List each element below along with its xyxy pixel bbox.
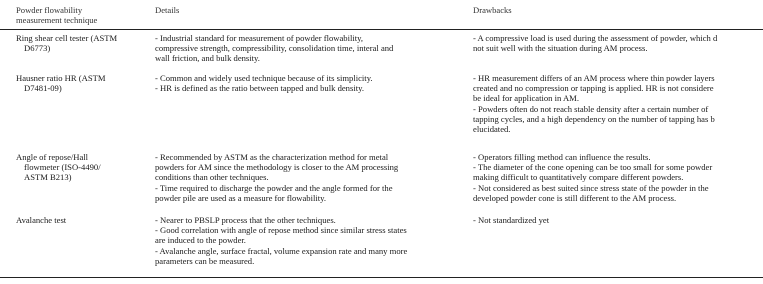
header-rule — [0, 29, 763, 30]
row-technique: Ring shear cell tester (ASTM D6773) — [16, 33, 118, 54]
row-drawbacks: - HR measurement differs of an AM process where thin powder layers created and no compression or tapping is applied. HR is not considere be ideal for application in AM. - Powders often do not reach stable density after a certain number of tapping cycles, and a high dependency on the number of tapping has b elucidated. — [473, 73, 715, 135]
row-technique: Hausner ratio HR (ASTM D7481-09) — [16, 73, 106, 94]
header-technique-line1: Powder flowability — [16, 5, 83, 15]
row-details: - Industrial standard for measurement of powder flowability, compressive strength, compressibility, consolidation time, interal and wall friction, and bulk density. — [155, 33, 394, 64]
header-details: Details — [155, 5, 180, 15]
row-drawbacks: - Not standardized yet — [473, 215, 550, 225]
row-drawbacks: - A compressive load is used during the assessment of powder, which d not suit well with the situation during AM process. — [473, 33, 718, 54]
row-details: - Common and widely used technique because of its simplicity. - HR is defined as the ratio between tapped and bulk density. — [155, 73, 373, 94]
row-technique: Avalanche test — [16, 215, 67, 225]
row-drawbacks: - Operators filling method can influence the results. - The diameter of the cone opening can be too small for some powder making difficult to quantitatively compare different powders. - Not considered as best suited since stress state of the powder in the developed powder cone is still different to the AM process. — [473, 152, 713, 203]
row-details: - Nearer to PBSLP process that the other techniques. - Good correlation with angle of repose method since similar stress states are induced to the powder. - Avalanche angle, surface fractal, volume expansion rate and many more parameters can be measured. — [155, 215, 408, 266]
row-details: - Recommended by ASTM as the characterization method for metal powders for AM since the methodology is closer to the AM processing conditions than other techniques. - Time required to discharge the powder and the angle formed for the powder pile are used as a measure for flowability. — [155, 152, 399, 203]
header-technique — [16, 5, 97, 25]
row-technique: Angle of repose/Hall flowmeter (ISO-4490/ ASTM B213) — [16, 152, 101, 183]
header-drawbacks: Drawbacks — [473, 5, 512, 15]
bottom-rule — [0, 277, 763, 278]
header-technique-line2: measurement technique — [16, 15, 98, 26]
